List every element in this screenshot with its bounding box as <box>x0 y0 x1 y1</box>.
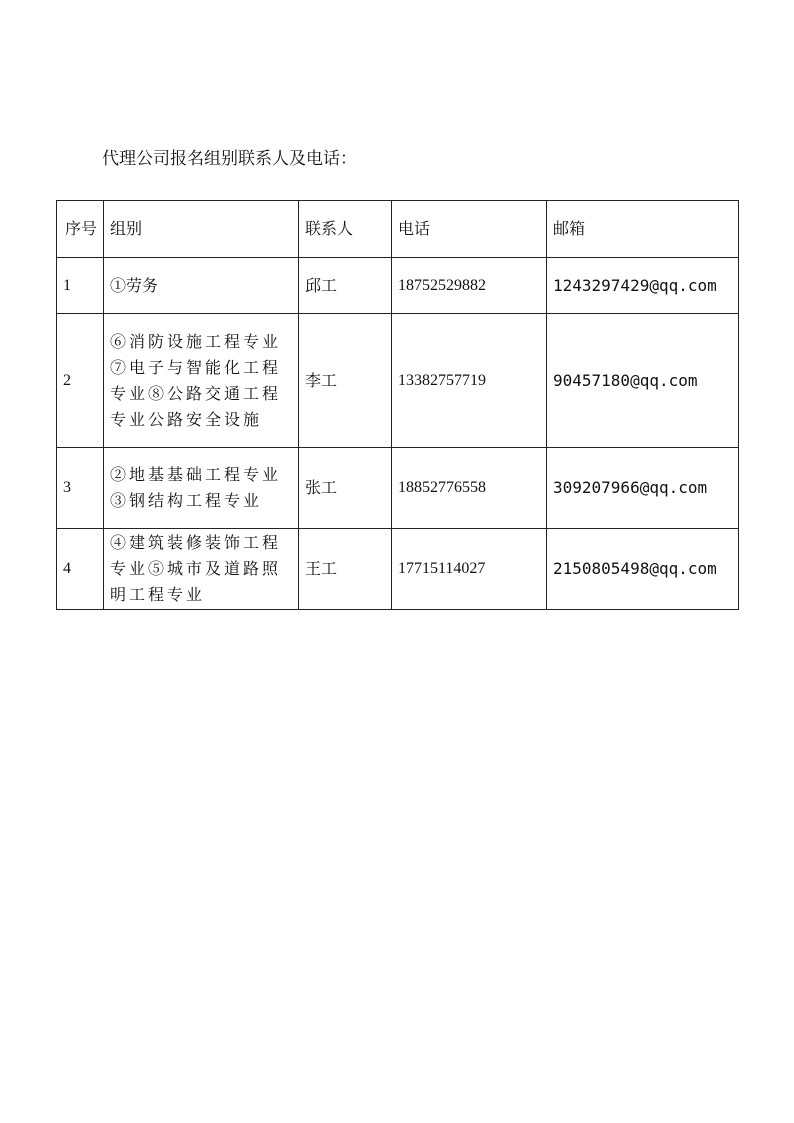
intro-text: 代理公司报名组别联系人及电话： <box>102 149 357 169</box>
table-header-row <box>57 201 739 258</box>
header-phone: 电话 <box>392 201 547 258</box>
row-group: ②地基基础工程专业③钢结构工程专业 <box>104 448 299 529</box>
header-contact: 联系人 <box>299 201 392 258</box>
row-phone: 17715114027 <box>392 529 547 610</box>
row-group: ①劳务 <box>104 258 299 314</box>
row-group: ④建筑装修装饰工程专业⑤城市及道路照明工程专业 <box>104 529 299 610</box>
table-row <box>57 258 739 314</box>
header-group: 组别 <box>104 201 299 258</box>
row-phone: 18852776558 <box>392 448 547 529</box>
table-row <box>57 448 739 529</box>
row-seq: 3 <box>57 448 104 529</box>
row-contact: 邱工 <box>299 258 392 314</box>
header-email: 邮箱 <box>547 201 739 258</box>
contacts-table <box>56 200 739 610</box>
table-row <box>57 314 739 448</box>
row-group: ⑥消防设施工程专业⑦电子与智能化工程专业⑧公路交通工程专业公路安全设施 <box>104 314 299 448</box>
row-contact: 张工 <box>299 448 392 529</box>
row-seq: 1 <box>57 258 104 314</box>
row-seq: 4 <box>57 529 104 610</box>
row-contact: 王工 <box>299 529 392 610</box>
row-email: 90457180@qq.com <box>547 314 739 448</box>
row-email: 2150805498@qq.com <box>547 529 739 610</box>
row-seq: 2 <box>57 314 104 448</box>
row-contact: 李工 <box>299 314 392 448</box>
row-phone: 18752529882 <box>392 258 547 314</box>
row-email: 309207966@qq.com <box>547 448 739 529</box>
header-seq: 序号 <box>57 201 104 258</box>
row-phone: 13382757719 <box>392 314 547 448</box>
table-row <box>57 529 739 610</box>
row-email: 1243297429@qq.com <box>547 258 739 314</box>
